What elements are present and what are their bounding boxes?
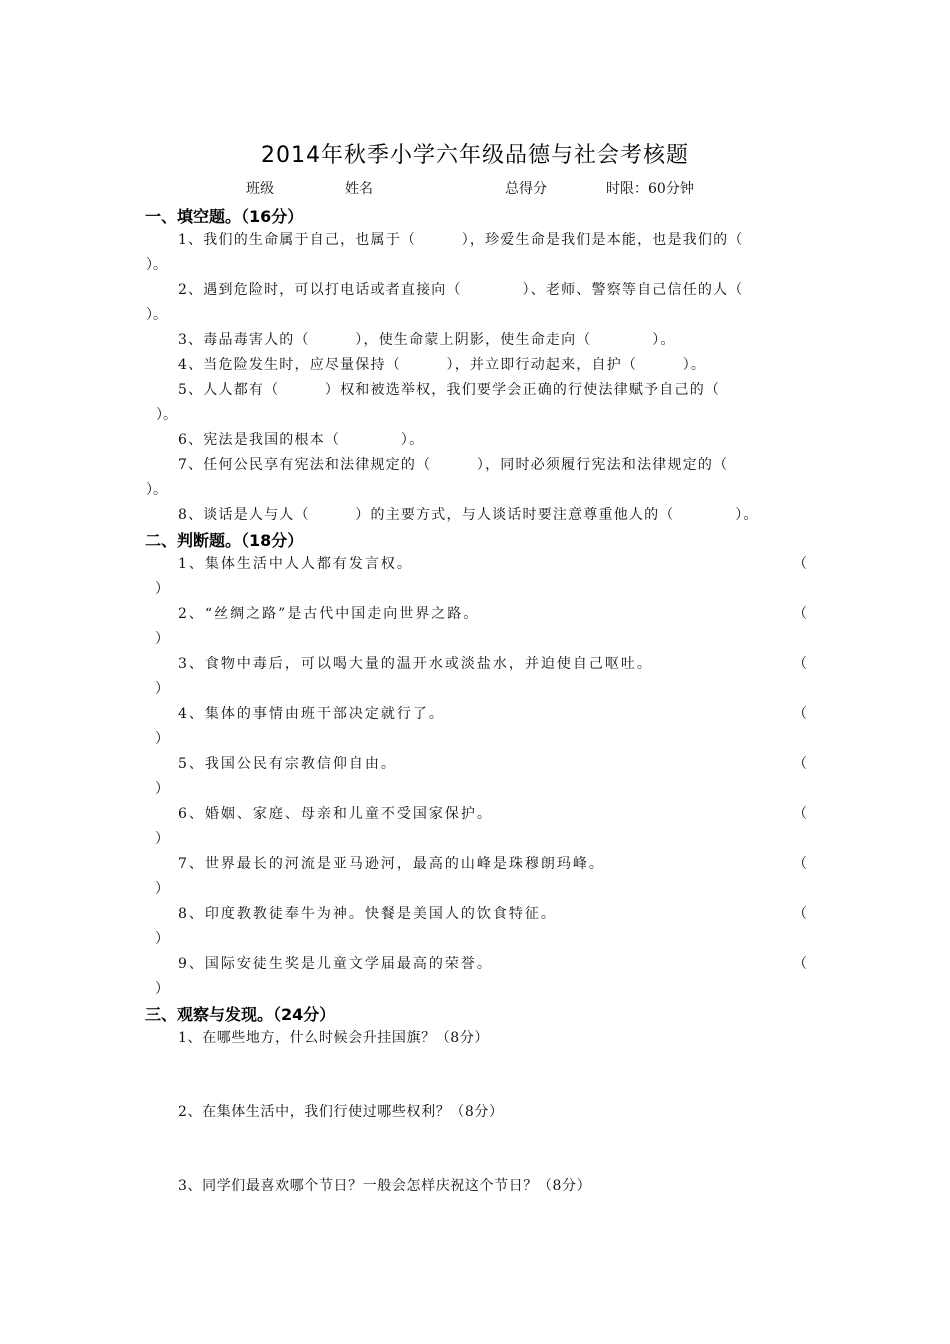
fill-question-3: 3、毒品毒害人的（ ），使生命蒙上阴影，使生命走向（ ）。 bbox=[178, 332, 676, 348]
judge-item: 7、世界最长的河流是亚马逊河，最高的山峰是珠穆朗玛峰。 bbox=[178, 856, 605, 872]
judge-answer-open: （ bbox=[793, 806, 807, 822]
judge-answer-close: ） bbox=[155, 631, 169, 647]
judge-item: 3、食物中毒后，可以喝大量的温开水或淡盐水，并迫使自己呕吐。 bbox=[178, 656, 653, 672]
judge-answer-close: ） bbox=[155, 931, 169, 947]
judge-item: 1、集体生活中人人都有发言权。 bbox=[178, 556, 413, 572]
section-judge-heading: 二、判断题。（18分） bbox=[145, 531, 304, 550]
fill-question-5: 5、人人都有（ ）权和被选举权，我们要学会正确的行使法律赋予自己的（ bbox=[178, 382, 721, 398]
section-observe-heading: 三、观察与发现。（24分） bbox=[145, 1005, 336, 1024]
judge-item: 9、国际安徒生奖是儿童文学届最高的荣誉。 bbox=[178, 956, 493, 972]
time-limit-label: 时限：60分钟 bbox=[606, 181, 694, 197]
score-label: 总得分 bbox=[505, 181, 547, 197]
judge-answer-close: ） bbox=[155, 681, 169, 697]
fill-question-2: 2、遇到危险时，可以打电话或者直接向（ ）、老师、警察等自己信任的人（ bbox=[178, 282, 744, 298]
judge-answer-open: （ bbox=[793, 606, 807, 622]
judge-answer-close: ） bbox=[155, 881, 169, 897]
judge-item: 5、我国公民有宗教信仰自由。 bbox=[178, 756, 397, 772]
judge-item: 6、婚姻、家庭、母亲和儿童不受国家保护。 bbox=[178, 806, 493, 822]
judge-answer-open: （ bbox=[793, 906, 807, 922]
class-label: 班级 bbox=[246, 181, 274, 197]
fill-question-7: 7、任何公民享有宪法和法律规定的（ ），同时必须履行宪法和法律规定的（ bbox=[178, 457, 729, 473]
judge-answer-open: （ bbox=[793, 756, 807, 772]
judge-answer-close: ） bbox=[155, 581, 169, 597]
observe-question-3: 3、同学们最喜欢哪个节日？一般会怎样庆祝这个节日？（8分） bbox=[178, 1178, 592, 1194]
judge-item: 2、“丝绸之路”是古代中国走向世界之路。 bbox=[178, 606, 480, 622]
page-title: 2014年秋季小学六年级品德与社会考核题 bbox=[261, 143, 689, 168]
judge-answer-close: ） bbox=[155, 731, 169, 747]
observe-question-2: 2、在集体生活中，我们行使过哪些权利？（8分） bbox=[178, 1104, 504, 1120]
fill-question-5-cont: ）。 bbox=[156, 407, 177, 423]
section-fill-heading: 一、填空题。（16分） bbox=[145, 207, 304, 226]
judge-answer-close: ） bbox=[155, 781, 169, 797]
judge-answer-close: ） bbox=[155, 831, 169, 847]
name-label: 姓名 bbox=[345, 181, 373, 197]
judge-item: 4、集体的事情由班干部决定就行了。 bbox=[178, 706, 445, 722]
judge-answer-open: （ bbox=[793, 706, 807, 722]
judge-answer-close: ） bbox=[155, 981, 169, 997]
judge-answer-open: （ bbox=[793, 856, 807, 872]
fill-question-2-cont: ）。 bbox=[146, 307, 167, 323]
judge-answer-open: （ bbox=[793, 656, 807, 672]
fill-question-6: 6、宪法是我国的根本（ ）。 bbox=[178, 432, 425, 448]
observe-question-1: 1、在哪些地方，什么时候会升挂国旗？（8分） bbox=[178, 1030, 490, 1046]
fill-question-4: 4、当危险发生时，应尽量保持（ ），并立即行动起来，自护（ ）。 bbox=[178, 357, 707, 373]
judge-answer-open: （ bbox=[793, 956, 807, 972]
fill-question-1: 1、我们的生命属于自己，也属于（ ），珍爱生命是我们是本能，也是我们的（ bbox=[178, 232, 744, 248]
judge-answer-open: （ bbox=[793, 556, 807, 572]
judge-item: 8、印度教教徒奉牛为神。快餐是美国人的饮食特征。 bbox=[178, 906, 557, 922]
fill-question-1-cont: ）。 bbox=[146, 257, 167, 273]
fill-question-8: 8、谈话是人与人（ ）的主要方式，与人谈话时要注意尊重他人的（ ）。 bbox=[178, 507, 759, 523]
fill-question-7-cont: ）。 bbox=[146, 482, 167, 498]
